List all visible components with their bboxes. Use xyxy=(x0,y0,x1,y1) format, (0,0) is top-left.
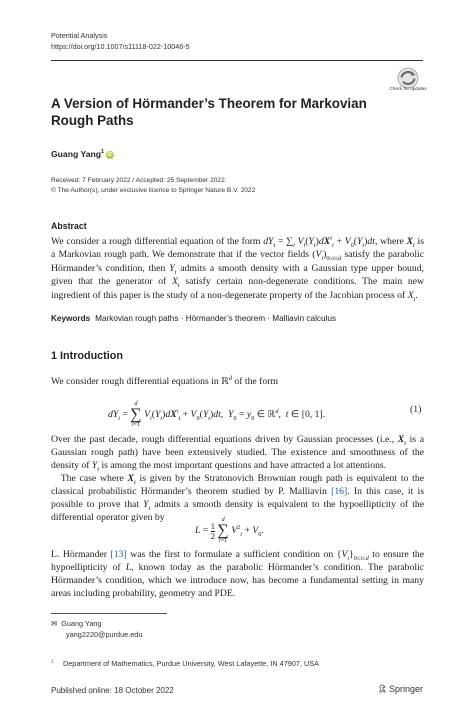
footnote-rule xyxy=(51,613,167,614)
envelope-icon: ✉ xyxy=(51,619,58,628)
abstract-heading: Abstract xyxy=(51,221,87,231)
article-dates xyxy=(51,176,255,196)
orcid-icon[interactable]: iD xyxy=(107,152,113,158)
journal-header xyxy=(51,30,190,52)
intro-text: to ensure the hypoellipticity of xyxy=(51,549,425,573)
affiliation xyxy=(51,659,424,668)
abstract-text: We consider a rough differential equation of the form xyxy=(51,236,261,247)
abstract-text: is a Markovian rough path. We demonstrate that if the vector fields xyxy=(51,236,425,261)
intro-text: The case where xyxy=(60,473,124,484)
intro-text: is a Gaussian rough path) have been extensively studied. The existence and smoothness of the density of xyxy=(51,434,424,471)
affiliation-number: 1 xyxy=(51,659,54,665)
abstract-text: satisfy the parabolic Hörmander’s condition, then xyxy=(51,249,425,274)
intro-paragraph: L. Hörmander [13] was the first to formulate a sufficient condition on $\{V_i\}_{0\le i\le d}$ to ensure the hypoellipticity of L, known today as the parabolic Hörmander’s condition. The parabolic Hörmander’s condition, which we introduce now, has become a fundamental setting in many areas including probability, geometry and PDE. xyxy=(51,549,425,599)
header-rule xyxy=(51,60,423,61)
intro-paragraph: Over the past decade, rough differential equations driven by Gaussian processes (i.e., $X_t$ is a Gaussian rough path) have been extensively studied. The existence and smoothness of the density of $Y_t$ is among the most important questions and have attracted a lot attentions. xyxy=(51,434,424,473)
intro-text: was the first to formulate a sufficient condition on xyxy=(130,549,334,560)
intro-text: We consider rough differential equations in xyxy=(51,376,219,387)
copyright: © The Author(s), under exclusive licence to Springer Nature B.V. 2022 xyxy=(51,187,256,194)
equation-2: $L = \frac{1}{2}$ d ∑ i=1 $V^2_i + V_0$. xyxy=(195,517,264,544)
intro-text: of the form xyxy=(234,376,278,387)
equation-number: (1) xyxy=(410,404,422,415)
doi-link[interactable]: https://doi.org/10.1007/s11118-022-10046-5 xyxy=(51,42,190,51)
contact-name: Guang Yang xyxy=(61,619,102,628)
publisher-name: Springer xyxy=(389,684,424,694)
equation-1: $dY_t$ = d ∑ i=1 $V_i(Y_t)dX^i_t + V_0(Y_t)dt$, $Y_0 = y_0$ ∈ ℝ$^d$, t ∈ [0, 1]. xyxy=(108,401,326,428)
affiliation-text: Department of Mathematics, Purdue University, West Lafayette, IN 47907, USA xyxy=(62,659,320,668)
author-name: Guang Yang xyxy=(51,149,101,159)
intro-text: admits a smooth density is equivalent to the hypoellipticity of the differential operator given by xyxy=(51,499,425,523)
section-heading: 1 Introduction xyxy=(51,350,123,362)
abstract-text: where xyxy=(380,236,404,247)
corresponding-author xyxy=(51,618,142,640)
keywords-label: Keywords xyxy=(51,314,91,323)
intro-text: . In this case, it is possible to prove that xyxy=(51,486,424,510)
intro-paragraph: We consider rough differential equations in ℝ$^d$ of the form xyxy=(51,374,278,387)
keywords-text: Markovian rough paths · Hörmander’s theorem · Malliavin calculus xyxy=(95,314,337,323)
abstract-body: We consider a rough differential equation of the form $dY_t = \sum_i$ $V_i(Y_t)dX^i_t + V_0(Y_t)dt$, where $X_t$ is a Markovian rough path. We demonstrate that if the vector fields $(V_i)_{0\le i\le d}$ satisfy the parabolic Hörmander’s condition, then $Y_t$ admits a smooth density with a Gaussian type upper bound, given that the generator of $X_t$ satisfy certain non-degenerate conditions. The main new ingredient of this paper is the study of a non-degenerate property of the Jacobian process of $X_t$. xyxy=(51,234,425,303)
check-for-updates-icon[interactable] xyxy=(391,66,425,100)
keywords xyxy=(51,314,424,323)
author-affiliation-mark: 1 xyxy=(100,149,105,156)
abstract-text: admits a smooth density with a Gaussian type upper bound, given that the generator of xyxy=(51,262,424,288)
intro-text: is among the most important questions and have attracted a lot attentions. xyxy=(101,460,387,471)
abstract-text: satisfy certain non-degenerate conditions. The main new ingredient of this paper is the study of a non-degenerate property of the Jacobian process of xyxy=(51,276,425,301)
publisher-logo xyxy=(378,684,423,694)
received-accepted: Received: 7 February 2022 / Accepted: 25 September 2022 xyxy=(51,177,225,184)
intro-text: Over the past decade, rough differential equations driven by Gaussian processes (i.e., xyxy=(51,434,395,445)
intro-text: , known today as the parabolic Hörmander’s condition. The parabolic Hörmander’s condition, which we introduce now, has become a fundamental setting in many areas including probability, geometry and PDE. xyxy=(51,562,425,599)
intro-paragraph: The case where $X_t$ is given by the Stratonovich Brownian rough path is equivalent to the classical probabilistic Hörmander’s theorem studied by P. Malliavin [16]. In this case, it is possible to prove that $Y_t$ admits a smooth density is equivalent to the hypoellipticity of the differential operator given by xyxy=(51,473,425,523)
journal-name: Potential Analysis xyxy=(51,31,108,40)
paper-title: A Version of Hörmander’s Theorem for Markovian Rough Paths xyxy=(51,96,367,128)
contact-email[interactable]: yang2220@purdue.edu xyxy=(66,630,143,639)
citation-link[interactable]: [13] xyxy=(110,549,127,560)
intro-text: is given by the Stratonovich Brownian rough path is equivalent to the classical probabilistic Hörmander’s theorem studied by P. Malliavin xyxy=(51,473,425,497)
check-for-updates-label: Check for updates xyxy=(389,86,427,91)
intro-text: L. Hörmander xyxy=(51,549,107,560)
published-date: Published online: 18 October 2022 xyxy=(51,686,174,695)
author-line xyxy=(51,149,114,159)
citation-link[interactable]: [16] xyxy=(331,486,348,497)
springer-horse-icon xyxy=(378,684,387,693)
